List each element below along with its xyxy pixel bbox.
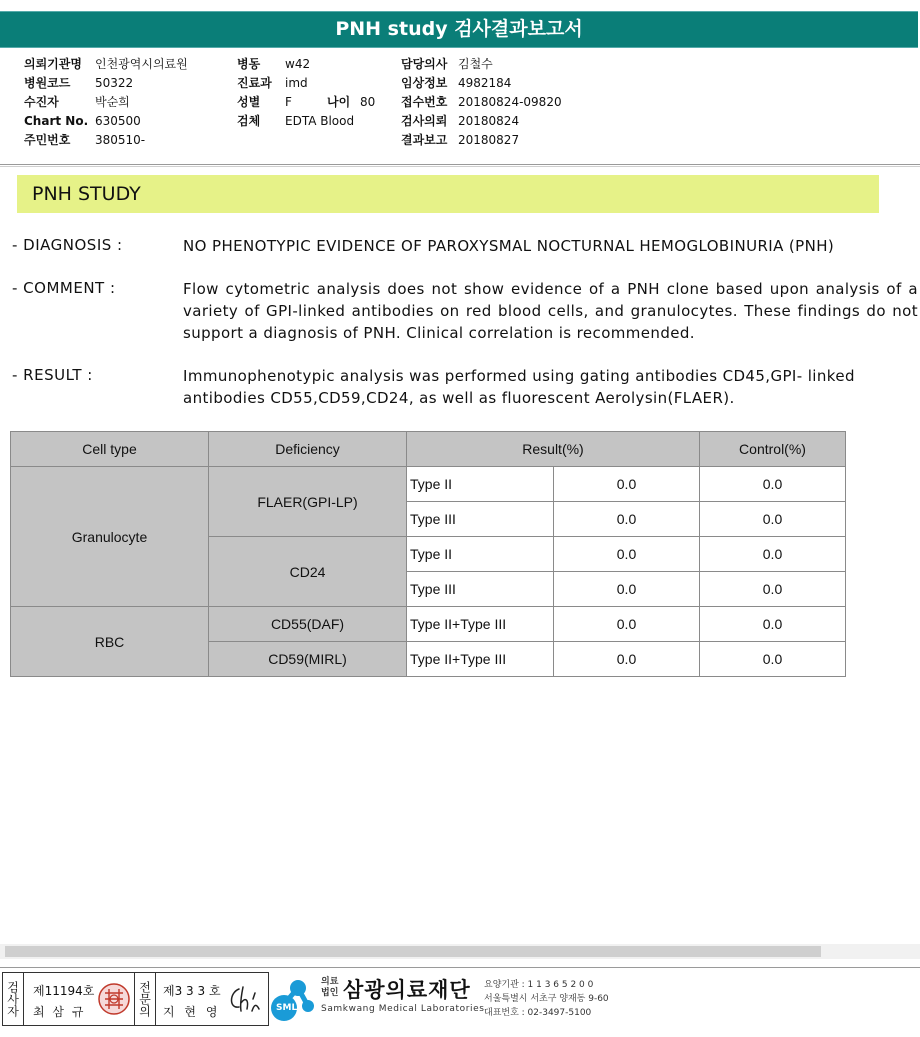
comment-label: - COMMENT : [12,279,116,297]
info-value: w42 [285,57,311,71]
org-address: 서울특별시 서초구 양재동 9-60 [484,994,609,1004]
header-cell: Deficiency [209,432,407,467]
info-label: 주민번호 [24,133,71,147]
info-label: 검사의뢰 [401,114,448,128]
comment-text: Flow cytometric analysis does not show evidence of a PNH clone based upon analysis of a variety of GPI-linked antibodies on red blood cells, and granulocytes. These findings do not support a diagnosis of PNH. Clinical correlation is recommended. [183,280,918,342]
control-cell: 0.0 [700,537,846,572]
control-cell: 0.0 [700,607,846,642]
cell-type-granulocyte: Granulocyte [11,467,209,607]
patient-info-col1 [24,55,188,150]
info-value: 50322 [95,76,134,90]
signature-icon [225,983,263,1019]
info-label: 의뢰기관명 [24,57,82,71]
info-label: 성별 [237,95,261,109]
cell-type-rbc: RBC [11,607,209,677]
info-value: 20180824 [458,114,520,128]
info-value: 630500 [95,114,141,128]
org-phone: 대표번호 : 02-3497-5100 [484,1008,592,1018]
specialist-name: 지 현 영 [163,1005,221,1019]
header-divider [0,164,920,165]
specialist-number: 제3 3 3 호 [163,984,221,998]
results-table [10,431,846,677]
type-cell: Type III [407,572,554,607]
header-divider-shadow [0,166,920,167]
section-title: PNH STUDY [32,183,141,205]
info-label: 병동 [237,57,261,71]
result-text: Immunophenotypic analysis was performed using gating antibodies CD45,GPI- linked antibodies CD55,CD59,CD24, as well as fluorescent Aerolysin(FLAER). [183,367,855,407]
sml-logo-icon [270,974,316,1026]
horizontal-scrollbar-thumb[interactable] [5,946,821,957]
deficiency-cd59: CD59(MIRL) [209,642,407,677]
type-cell: Type II+Type III [407,607,554,642]
info-value: 20180827 [458,133,520,147]
info-label: 병원코드 [24,76,71,90]
patient-info-col2 [237,55,375,131]
result-cell: 0.0 [554,502,700,537]
info-label: 담당의사 [401,57,448,71]
section-header [17,175,879,213]
type-cell: Type II+Type III [407,642,554,677]
info-value: imd [285,76,308,90]
info-label: 수진자 [24,95,59,109]
info-value: 인천광역시의료원 [95,57,188,71]
diagnosis-label: - DIAGNOSIS : [12,236,123,254]
control-cell: 0.0 [700,467,846,502]
diagnosis-text: NO PHENOTYPIC EVIDENCE OF PAROXYSMAL NOCTURNAL HEMOGLOBINURIA (PNH) [183,237,835,255]
result-cell: 0.0 [554,642,700,677]
header-cell: Cell type [11,432,209,467]
info-label: Chart No. [24,114,89,128]
specialist-label: 전문의 [135,973,156,1025]
type-cell: Type II [407,537,554,572]
control-cell: 0.0 [700,502,846,537]
table-header-row [11,432,846,467]
info-value: 380510- [95,133,146,147]
footer-divider [0,967,920,968]
info-label: 결과보고 [401,133,448,147]
patient-info-col3 [401,55,562,150]
result-cell: 0.0 [554,467,700,502]
age-label: 나이 [327,95,351,109]
type-cell: Type II [407,467,554,502]
report-title: PNH study 검사결과보고서 [0,11,918,48]
info-value: F [285,95,292,109]
info-value: 김철수 [458,57,493,71]
deficiency-flaer: FLAER(GPI-LP) [209,467,407,537]
signature-box [2,972,269,1026]
result-cell: 0.0 [554,537,700,572]
header-cell: Result(%) [407,432,700,467]
control-cell: 0.0 [700,572,846,607]
org-prefix-1: 의료 [321,977,339,987]
info-label: 검체 [237,114,261,128]
tester-name: 최 삼 규 [33,1005,86,1019]
info-label: 임상정보 [401,76,448,90]
logo-text: SML [276,1003,298,1013]
header-cell: Control(%) [700,432,846,467]
deficiency-cd55: CD55(DAF) [209,607,407,642]
info-value: EDTA Blood [285,114,355,128]
official-seal-icon [97,981,131,1017]
result-label: - RESULT : [12,366,93,384]
tester-label: 검사자 [3,973,24,1025]
table-row [11,467,846,502]
age-value: 80 [360,95,376,109]
org-english-name: Samkwang Medical Laboratories [321,1004,485,1014]
result-cell: 0.0 [554,572,700,607]
table-row [11,607,846,642]
org-code: 요양기관 : 1 1 3 6 5 2 0 0 [484,980,594,990]
tester-number: 제11194호 [33,984,95,998]
control-cell: 0.0 [700,642,846,677]
info-value: 4982184 [458,76,512,90]
deficiency-cd24: CD24 [209,537,407,607]
info-label: 진료과 [237,76,272,90]
info-value: 박순희 [95,95,130,109]
org-prefix-2: 법인 [321,988,339,998]
result-cell: 0.0 [554,607,700,642]
info-label: 접수번호 [401,95,448,109]
type-cell: Type III [407,502,554,537]
org-name: 삼광의료재단 [343,978,471,1002]
info-value: 20180824-09820 [458,95,562,109]
